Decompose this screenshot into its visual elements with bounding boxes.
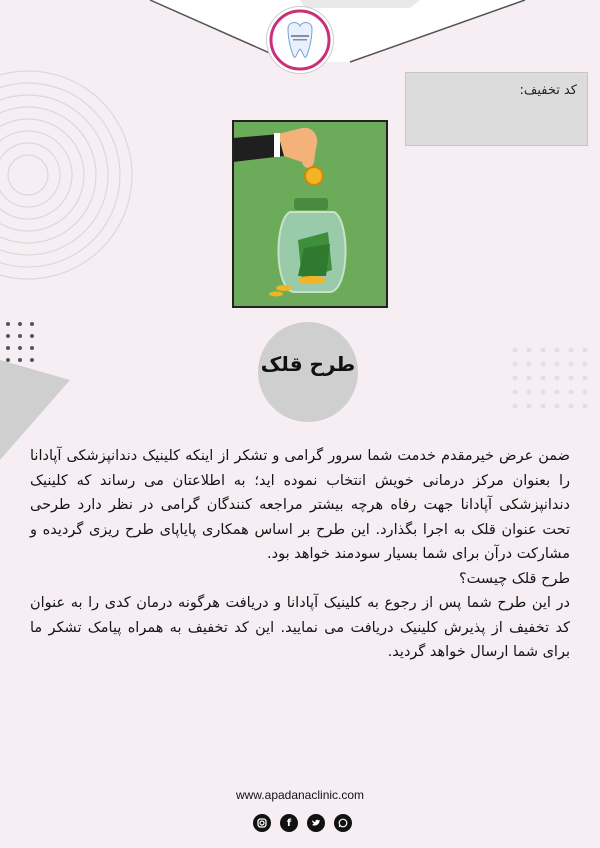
instagram-icon[interactable] <box>253 814 271 832</box>
title-circle <box>258 322 358 422</box>
savings-jar-illustration <box>232 120 388 308</box>
body-text <box>30 444 570 665</box>
coin-icon <box>305 167 323 185</box>
social-links <box>253 814 352 832</box>
intro-paragraph: ضمن عرض خیرمقدم خدمت شما سرور گرامی و تشکر از اینکه کلینیک دندانپزشکی آپادانا را بعنوان مرکز درمانی خویش انتخاب نموده اید؛ به اطلاعتان می رساند که کلینیک دندانپزشکی آپادانا جهت رفاه هرچه بیشتر مراجعه کنندگان گرامی در نظر دارد طرحی تحت عنوان قلک به اجرا بگذارد. این طرح بر اساس همکاری پایاپای طرح ریزی گردیده و مشارکت درآن برای شما بسیار سودمند خواهد بود. <box>30 448 570 562</box>
clinic-logo <box>266 6 334 74</box>
facebook-icon[interactable]: f <box>280 814 298 832</box>
discount-code-label: کد تخفیف: <box>519 83 577 98</box>
question-heading: طرح قلک چیست؟ <box>458 570 570 587</box>
right-dot-pattern <box>505 340 600 430</box>
page-title: طرح قلک <box>260 352 356 376</box>
whatsapp-icon[interactable] <box>334 814 352 832</box>
tooth-logo-icon <box>267 7 333 73</box>
concentric-circles-decoration <box>0 60 150 290</box>
explanation-paragraph: در این طرح شما پس از رجوع به کلینیک آپادانا و دریافت هرگونه درمان کدی را به عنوان کد تخفیف از پذیرش کلینیک دریافت می نمایید. این کد تخفیف به همراه پیامک تشکر ما برای شما ارسال خواهد گردید. <box>30 595 570 660</box>
twitter-icon[interactable] <box>307 814 325 832</box>
website-link[interactable]: www.apadanaclinic.com <box>235 788 365 802</box>
discount-code-box[interactable] <box>405 72 588 146</box>
